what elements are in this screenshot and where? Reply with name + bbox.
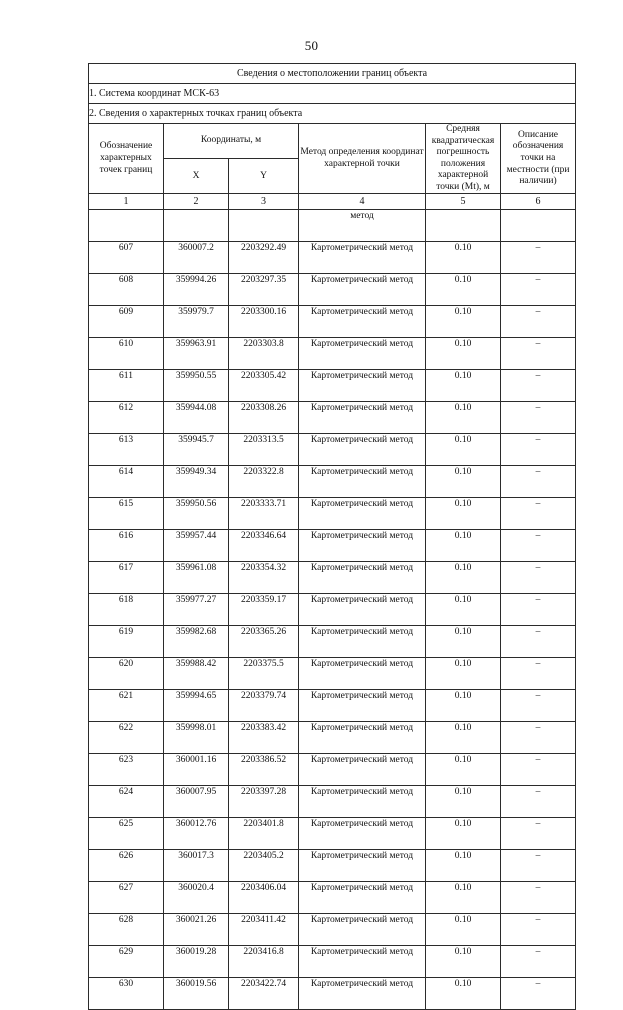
table-row xyxy=(89,562,576,594)
cell-point-number: 611 xyxy=(89,370,164,402)
cell-description: – xyxy=(501,562,576,594)
cell-method: Картометрический метод xyxy=(299,242,426,274)
cell-x-coordinate: 359977.27 xyxy=(164,594,229,626)
cell-y-coordinate: 2203386.52 xyxy=(229,754,299,786)
cell-description: – xyxy=(501,242,576,274)
cell-y-coordinate: 2203300.16 xyxy=(229,306,299,338)
cell-mean-square-error: 0.10 xyxy=(426,658,501,690)
cell-description: – xyxy=(501,786,576,818)
header-point-designation: Обозначение характерных точек границ xyxy=(89,124,164,194)
cell-mean-square-error: 0.10 xyxy=(426,530,501,562)
cell-y-coordinate: 2203303.8 xyxy=(229,338,299,370)
cell-y-coordinate: 2203405.2 xyxy=(229,850,299,882)
table-row xyxy=(89,626,576,658)
cell-method: Картометрический метод xyxy=(299,338,426,370)
cell-description: – xyxy=(501,466,576,498)
cell-mean-square-error: 0.10 xyxy=(426,818,501,850)
cell-method: Картометрический метод xyxy=(299,594,426,626)
cell-mean-square-error: 0.10 xyxy=(426,786,501,818)
cell-point-number: 607 xyxy=(89,242,164,274)
cell-y-coordinate: 2203333.71 xyxy=(229,498,299,530)
cell-point-number: 615 xyxy=(89,498,164,530)
cell-mean-square-error: 0.10 xyxy=(426,594,501,626)
cell-x-coordinate: 359994.65 xyxy=(164,690,229,722)
cell-method: Картометрический метод xyxy=(299,626,426,658)
continuation-method: метод xyxy=(299,210,426,242)
cell-method: Картометрический метод xyxy=(299,914,426,946)
header-method: Метод определения координат характерной точки xyxy=(299,124,426,194)
table-row xyxy=(89,594,576,626)
table-row xyxy=(89,242,576,274)
cell-y-coordinate: 2203359.17 xyxy=(229,594,299,626)
table-row xyxy=(89,498,576,530)
cell-point-number: 624 xyxy=(89,786,164,818)
continuation-point xyxy=(89,210,164,242)
cell-y-coordinate: 2203354.32 xyxy=(229,562,299,594)
cell-mean-square-error: 0.10 xyxy=(426,562,501,594)
cell-point-number: 626 xyxy=(89,850,164,882)
cell-y-coordinate: 2203383.42 xyxy=(229,722,299,754)
cell-point-number: 619 xyxy=(89,626,164,658)
cell-mean-square-error: 0.10 xyxy=(426,466,501,498)
table-row xyxy=(89,850,576,882)
cell-mean-square-error: 0.10 xyxy=(426,754,501,786)
section-2-row xyxy=(89,104,576,124)
header-y: Y xyxy=(229,159,299,194)
cell-mean-square-error: 0.10 xyxy=(426,850,501,882)
cell-y-coordinate: 2203297.35 xyxy=(229,274,299,306)
cell-method: Картометрический метод xyxy=(299,370,426,402)
cell-y-coordinate: 2203397.28 xyxy=(229,786,299,818)
cell-description: – xyxy=(501,626,576,658)
cell-mean-square-error: 0.10 xyxy=(426,434,501,466)
table-row xyxy=(89,306,576,338)
cell-description: – xyxy=(501,690,576,722)
cell-mean-square-error: 0.10 xyxy=(426,338,501,370)
cell-y-coordinate: 2203305.42 xyxy=(229,370,299,402)
cell-x-coordinate: 359949.34 xyxy=(164,466,229,498)
cell-x-coordinate: 359988.42 xyxy=(164,658,229,690)
continuation-y xyxy=(229,210,299,242)
table-row xyxy=(89,786,576,818)
cell-y-coordinate: 2203411.42 xyxy=(229,914,299,946)
table-title: Сведения о местоположении границ объекта xyxy=(89,64,576,84)
table-row xyxy=(89,818,576,850)
table-row xyxy=(89,914,576,946)
cell-y-coordinate: 2203365.26 xyxy=(229,626,299,658)
cell-y-coordinate: 2203375.5 xyxy=(229,658,299,690)
header-description: Описание обозначения точки на местности (при наличии) xyxy=(501,124,576,194)
table-row xyxy=(89,274,576,306)
cell-point-number: 618 xyxy=(89,594,164,626)
cell-x-coordinate: 359945.7 xyxy=(164,434,229,466)
cell-mean-square-error: 0.10 xyxy=(426,274,501,306)
header-mean-square-error: Средняя квадратическая погрешность положения характерной точки (Мt), м xyxy=(426,124,501,194)
cell-description: – xyxy=(501,338,576,370)
cell-mean-square-error: 0.10 xyxy=(426,242,501,274)
cell-mean-square-error: 0.10 xyxy=(426,402,501,434)
table-row xyxy=(89,370,576,402)
cell-description: – xyxy=(501,402,576,434)
cell-x-coordinate: 359950.55 xyxy=(164,370,229,402)
cell-y-coordinate: 2203346.64 xyxy=(229,530,299,562)
cell-point-number: 628 xyxy=(89,914,164,946)
cell-method: Картометрический метод xyxy=(299,466,426,498)
cell-method: Картометрический метод xyxy=(299,306,426,338)
cell-description: – xyxy=(501,274,576,306)
page-number: 50 xyxy=(304,38,319,53)
cell-y-coordinate: 2203416.8 xyxy=(229,946,299,978)
cell-point-number: 623 xyxy=(89,754,164,786)
cell-method: Картометрический метод xyxy=(299,498,426,530)
cell-x-coordinate: 359963.91 xyxy=(164,338,229,370)
cell-y-coordinate: 2203379.74 xyxy=(229,690,299,722)
cell-point-number: 629 xyxy=(89,946,164,978)
cell-y-coordinate: 2203422.74 xyxy=(229,978,299,1010)
boundary-points-table xyxy=(88,63,576,1010)
table-row xyxy=(89,722,576,754)
cell-description: – xyxy=(501,434,576,466)
cell-method: Картометрический метод xyxy=(299,786,426,818)
cell-x-coordinate: 359961.08 xyxy=(164,562,229,594)
cell-y-coordinate: 2203322.8 xyxy=(229,466,299,498)
cell-y-coordinate: 2203292.49 xyxy=(229,242,299,274)
column-number-3: 3 xyxy=(229,194,299,210)
cell-method: Картометрический метод xyxy=(299,690,426,722)
cell-method: Картометрический метод xyxy=(299,946,426,978)
continuation-x xyxy=(164,210,229,242)
cell-x-coordinate: 360017.3 xyxy=(164,850,229,882)
table-row xyxy=(89,978,576,1010)
column-number-2: 2 xyxy=(164,194,229,210)
section-1-label: 1. Система координат МСК-63 xyxy=(89,84,576,104)
cell-description: – xyxy=(501,594,576,626)
cell-x-coordinate: 360007.95 xyxy=(164,786,229,818)
cell-x-coordinate: 360019.56 xyxy=(164,978,229,1010)
cell-mean-square-error: 0.10 xyxy=(426,914,501,946)
cell-mean-square-error: 0.10 xyxy=(426,370,501,402)
cell-point-number: 621 xyxy=(89,690,164,722)
cell-y-coordinate: 2203401.8 xyxy=(229,818,299,850)
cell-mean-square-error: 0.10 xyxy=(426,306,501,338)
cell-x-coordinate: 360012.76 xyxy=(164,818,229,850)
continuation-error xyxy=(426,210,501,242)
cell-point-number: 614 xyxy=(89,466,164,498)
cell-point-number: 630 xyxy=(89,978,164,1010)
cell-method: Картометрический метод xyxy=(299,530,426,562)
cell-method: Картометрический метод xyxy=(299,978,426,1010)
cell-point-number: 616 xyxy=(89,530,164,562)
cell-mean-square-error: 0.10 xyxy=(426,882,501,914)
cell-x-coordinate: 360020.4 xyxy=(164,882,229,914)
cell-description: – xyxy=(501,754,576,786)
cell-point-number: 627 xyxy=(89,882,164,914)
cell-point-number: 609 xyxy=(89,306,164,338)
cell-description: – xyxy=(501,306,576,338)
cell-mean-square-error: 0.10 xyxy=(426,690,501,722)
cell-method: Картометрический метод xyxy=(299,402,426,434)
cell-description: – xyxy=(501,850,576,882)
cell-point-number: 612 xyxy=(89,402,164,434)
cell-x-coordinate: 359944.08 xyxy=(164,402,229,434)
cell-description: – xyxy=(501,498,576,530)
cell-method: Картометрический метод xyxy=(299,754,426,786)
cell-description: – xyxy=(501,882,576,914)
cell-y-coordinate: 2203308.26 xyxy=(229,402,299,434)
column-number-row xyxy=(89,194,576,210)
cell-description: – xyxy=(501,818,576,850)
cell-method: Картометрический метод xyxy=(299,818,426,850)
cell-description: – xyxy=(501,946,576,978)
cell-point-number: 620 xyxy=(89,658,164,690)
cell-method: Картометрический метод xyxy=(299,850,426,882)
cell-mean-square-error: 0.10 xyxy=(426,978,501,1010)
table-row xyxy=(89,466,576,498)
table-row xyxy=(89,402,576,434)
table-row xyxy=(89,754,576,786)
table-body xyxy=(89,64,576,1010)
cell-x-coordinate: 359998.01 xyxy=(164,722,229,754)
table-row xyxy=(89,434,576,466)
cell-method: Картометрический метод xyxy=(299,434,426,466)
header-row xyxy=(89,124,576,159)
cell-x-coordinate: 359957.44 xyxy=(164,530,229,562)
cell-x-coordinate: 360019.28 xyxy=(164,946,229,978)
column-number-6: 6 xyxy=(501,194,576,210)
cell-x-coordinate: 359950.56 xyxy=(164,498,229,530)
cell-x-coordinate: 360001.16 xyxy=(164,754,229,786)
table-title-row xyxy=(89,64,576,84)
cell-mean-square-error: 0.10 xyxy=(426,626,501,658)
cell-mean-square-error: 0.10 xyxy=(426,498,501,530)
cell-x-coordinate: 359994.26 xyxy=(164,274,229,306)
cell-mean-square-error: 0.10 xyxy=(426,722,501,754)
cell-point-number: 617 xyxy=(89,562,164,594)
column-number-5: 5 xyxy=(426,194,501,210)
continuation-description xyxy=(501,210,576,242)
header-x: X xyxy=(164,159,229,194)
cell-description: – xyxy=(501,914,576,946)
cell-x-coordinate: 359982.68 xyxy=(164,626,229,658)
table-row xyxy=(89,530,576,562)
cell-x-coordinate: 360007.2 xyxy=(164,242,229,274)
continuation-row xyxy=(89,210,576,242)
table-row xyxy=(89,882,576,914)
cell-description: – xyxy=(501,978,576,1010)
cell-description: – xyxy=(501,370,576,402)
cell-method: Картометрический метод xyxy=(299,722,426,754)
cell-point-number: 613 xyxy=(89,434,164,466)
table-row xyxy=(89,658,576,690)
cell-mean-square-error: 0.10 xyxy=(426,946,501,978)
cell-method: Картометрический метод xyxy=(299,562,426,594)
header-coordinates-group: Координаты, м xyxy=(164,124,299,159)
cell-description: – xyxy=(501,722,576,754)
cell-method: Картометрический метод xyxy=(299,882,426,914)
table-row xyxy=(89,690,576,722)
cell-point-number: 625 xyxy=(89,818,164,850)
cell-description: – xyxy=(501,530,576,562)
cell-description: – xyxy=(501,658,576,690)
table-row xyxy=(89,946,576,978)
table-row xyxy=(89,338,576,370)
cell-method: Картометрический метод xyxy=(299,658,426,690)
cell-y-coordinate: 2203406.04 xyxy=(229,882,299,914)
column-number-1: 1 xyxy=(89,194,164,210)
cell-point-number: 610 xyxy=(89,338,164,370)
cell-x-coordinate: 360021.26 xyxy=(164,914,229,946)
cell-x-coordinate: 359979.7 xyxy=(164,306,229,338)
cell-point-number: 608 xyxy=(89,274,164,306)
column-number-4: 4 xyxy=(299,194,426,210)
cell-point-number: 622 xyxy=(89,722,164,754)
section-1-row xyxy=(89,84,576,104)
cell-y-coordinate: 2203313.5 xyxy=(229,434,299,466)
cell-method: Картометрический метод xyxy=(299,274,426,306)
section-2-label: 2. Сведения о характерных точках границ объекта xyxy=(89,104,576,124)
